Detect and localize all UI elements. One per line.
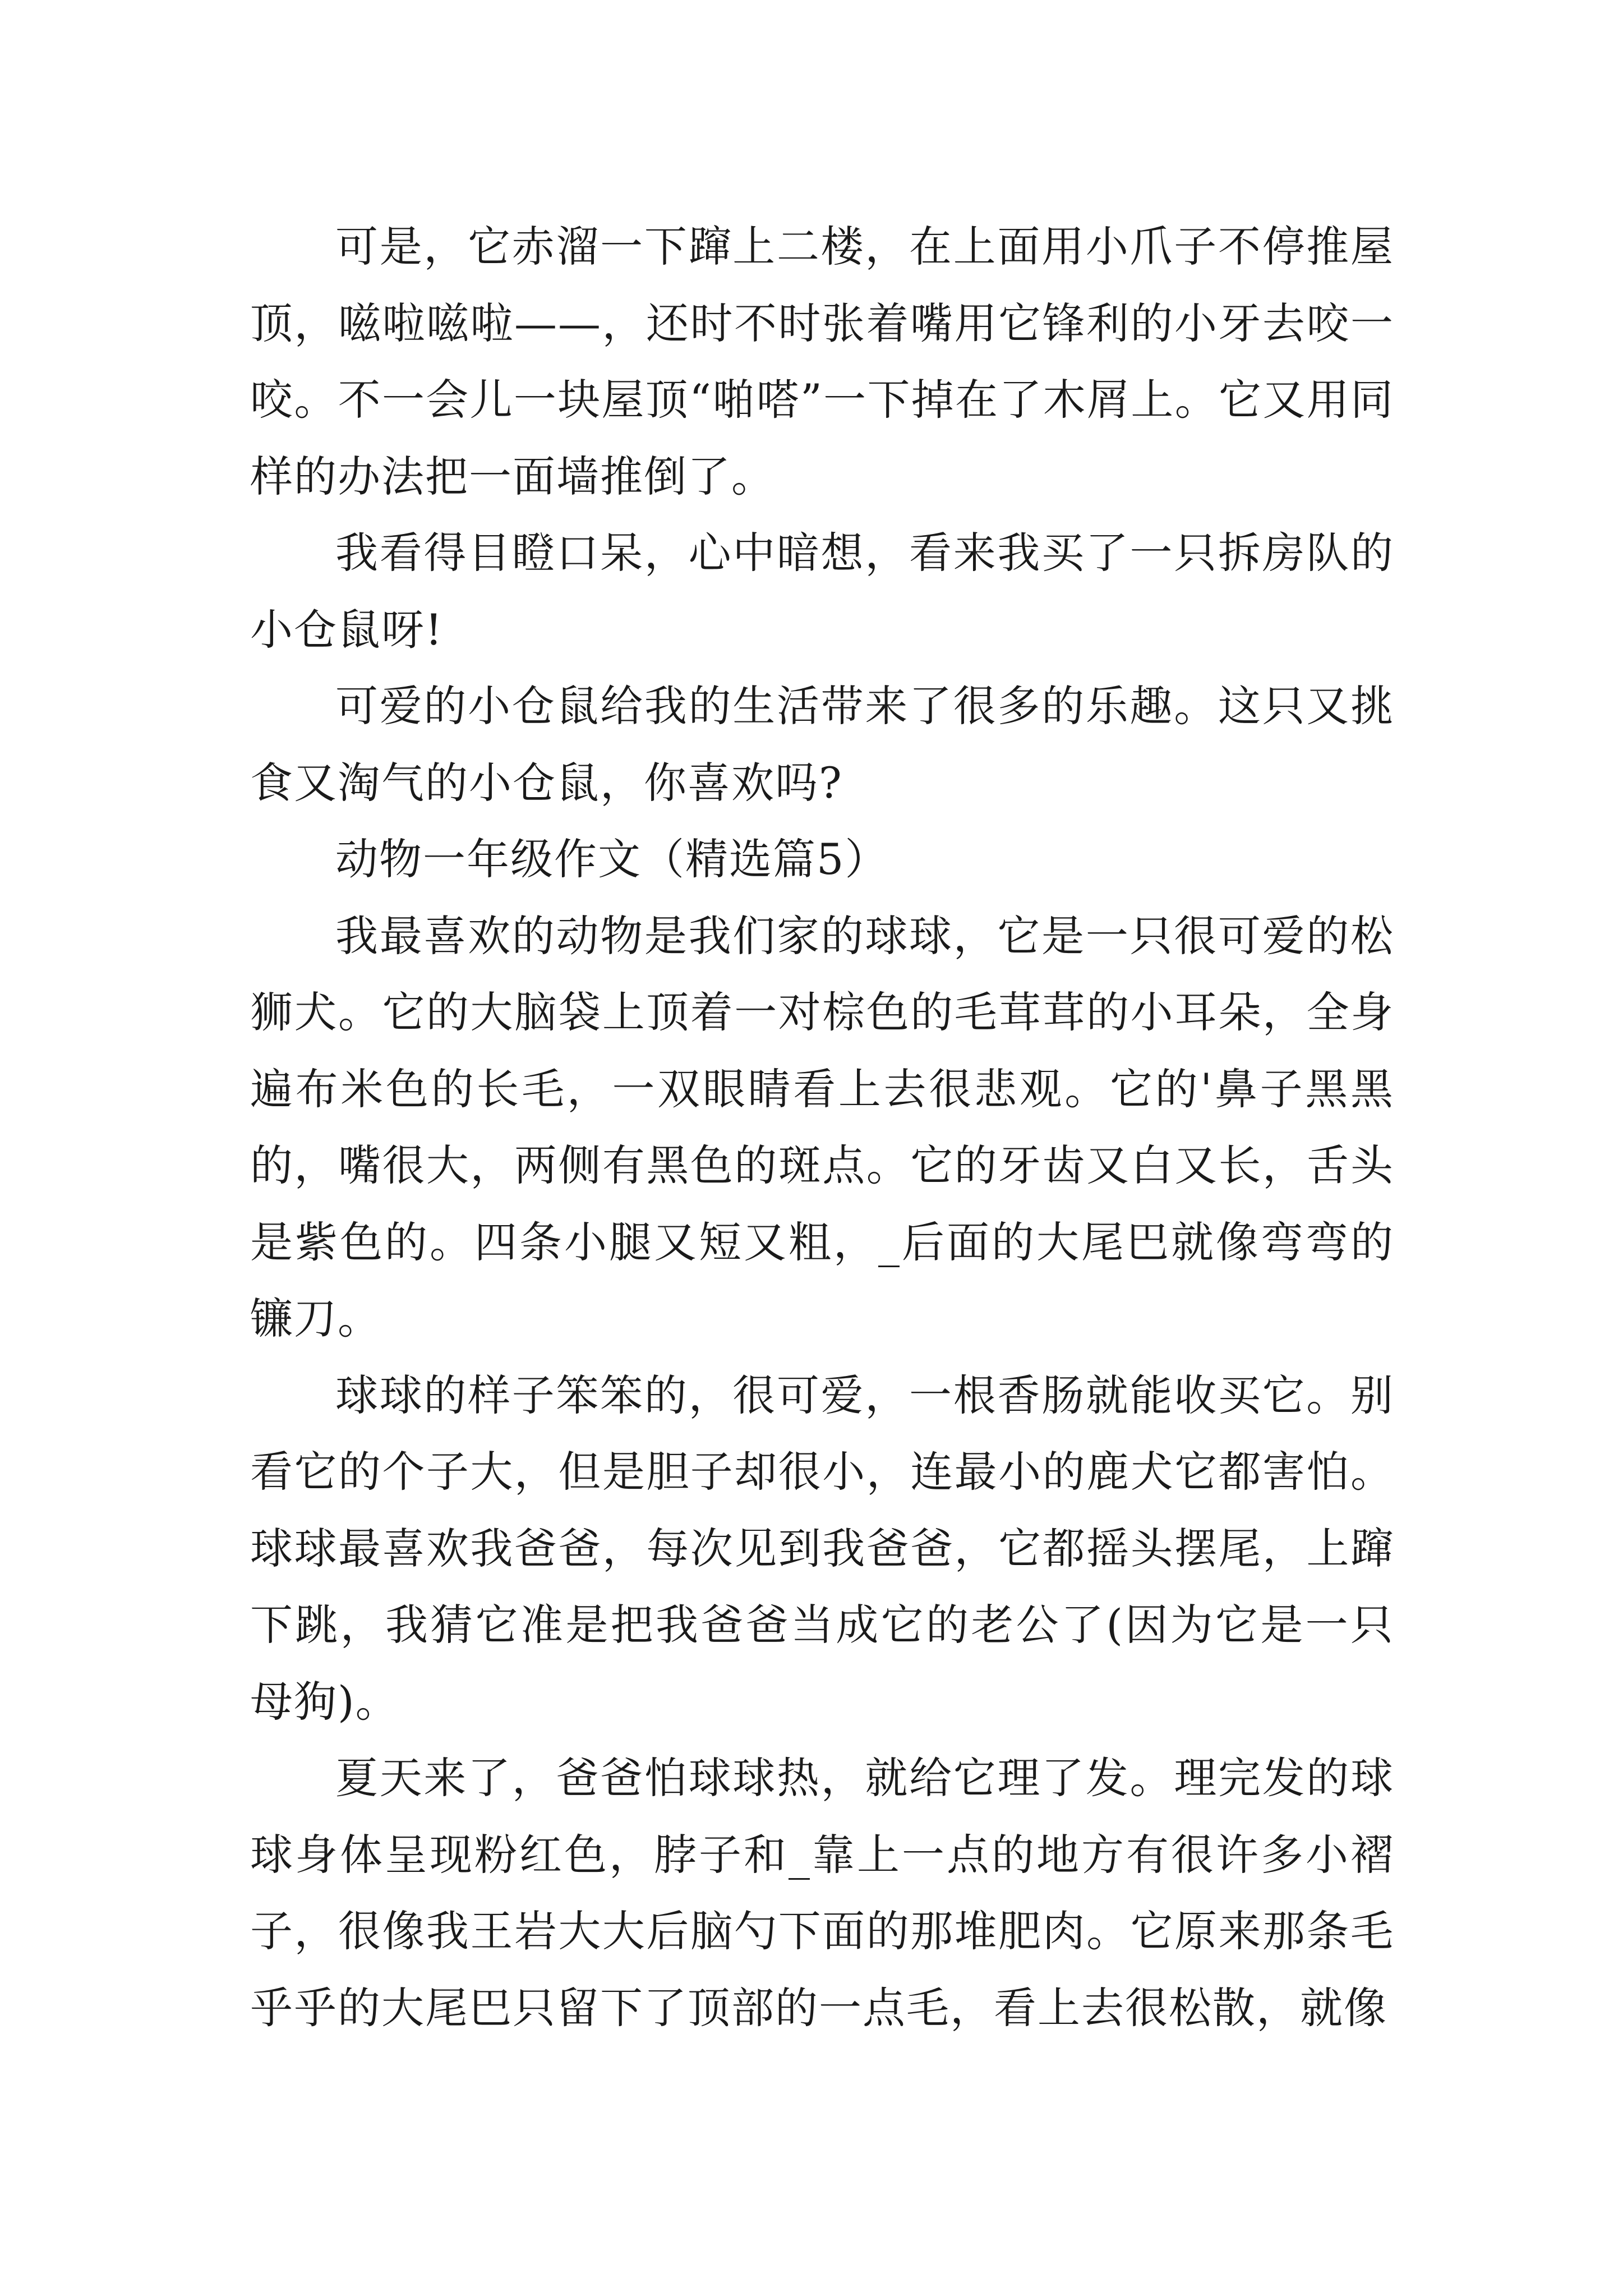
- document-body: [250, 209, 1394, 2046]
- paragraph-hamster-fun: 可爱的小仓鼠给我的生活带来了很多的乐趣。这只又挑食又淘气的小仓鼠，你喜欢吗?: [250, 681, 1394, 808]
- paragraph-hamster-roof: 可是，它赤溜一下蹿上二楼，在上面用小爪子不停推屋顶，嗞啦嗞啦——，还时不时张着嘴用它锋利的小牙去咬一咬。不一会儿一块屋顶“啪嗒”一下掉在了木屑上。它又用同样的办法把一面墙推倒了。: [250, 222, 1394, 501]
- paragraph-summer-haircut: 夏天来了，爸爸怕球球热，就给它理了发。理完发的球球身体呈现粉红色，脖子和_靠上一点的地方有很许多小褶子，很像我王岩大大后脑勺下面的那堆肥肉。它原来那条毛乎乎的大尾巴只留下了顶部的一点毛，看上去很松散，就像: [250, 1753, 1394, 2033]
- section-heading: 动物一年级作文（精选篇5）: [335, 834, 889, 884]
- paragraph-qiuqiu-personality: 球球的样子笨笨的，很可爱，一根香肠就能收买它。别看它的个子大，但是胆子却很小，连最小的鹿犬它都害怕。球球最喜欢我爸爸，每次见到我爸爸，它都摇头摆尾，上蹿下跳，我猜它准是把我爸爸当成它的老公了(因为它是一只母狗)。: [250, 1370, 1394, 1727]
- paragraph-demolition-hamster: 我看得目瞪口呆，心中暗想，看来我买了一只拆房队的小仓鼠呀!: [250, 528, 1394, 655]
- paragraph-chow-chow-description: 我最喜欢的动物是我们家的球球，它是一只很可爱的松狮犬。它的大脑袋上顶着一对棕色的毛茸茸的小耳朵，全身遍布米色的长毛，一双眼睛看上去很悲观。它的'鼻子黑黑的，嘴很大，两侧有黑色的斑点。它的牙齿又白又长，舌头是紫色的。四条小腿又短又粗，_后面的大尾巴就像弯弯的镰刀。: [250, 910, 1394, 1343]
